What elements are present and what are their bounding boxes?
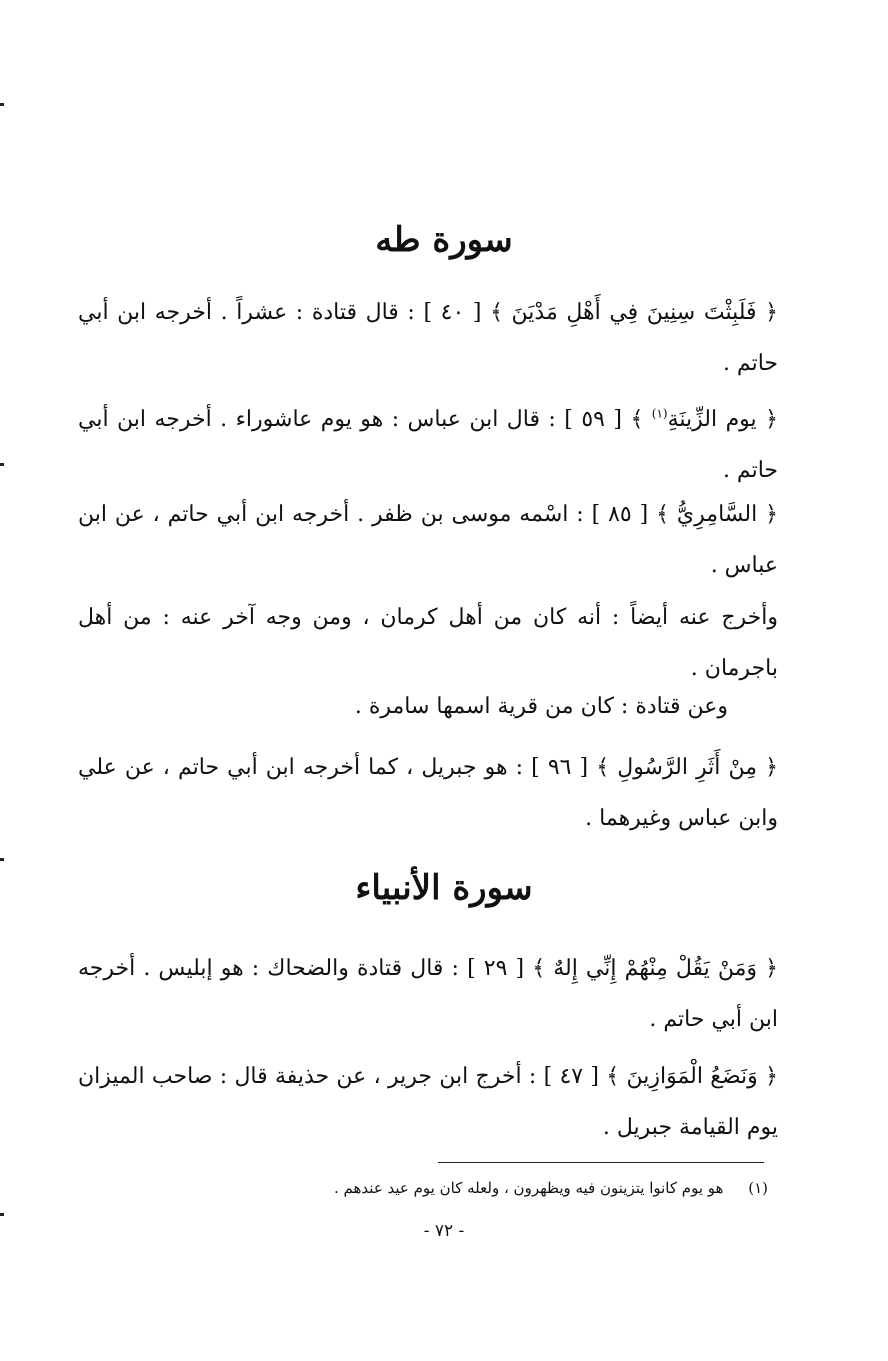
footnote-divider xyxy=(438,1162,764,1163)
entry-paragraph xyxy=(78,1051,778,1153)
quranic-verse: ﴿ وَمَنْ يَقُلْ مِنْهُمْ إِنِّي إِلهٌ ﴾ xyxy=(532,956,779,981)
margin-mark xyxy=(0,1213,4,1216)
margin-mark xyxy=(0,858,4,861)
verse-reference: [ ٢٩ ] xyxy=(467,956,525,981)
surah-title-taha: سورة طه xyxy=(375,220,513,260)
quranic-verse: ﴿ مِنْ أَثَرِ الرَّسُولِ ﴾ xyxy=(596,755,778,780)
footnote-number: (١) xyxy=(748,1179,768,1197)
quranic-verse: ﴿ وَنَضَعُ الْمَوَازِينَ ﴾ xyxy=(606,1064,778,1089)
quranic-verse: ﴿ يوم الزِّينَةِ$^{(١)}$ ﴾ xyxy=(630,406,779,432)
commentary-text: : هو جبريل ، كما أخرجه ابن أبي حاتم ، عن علي وابن عباس وغيرهما . xyxy=(78,755,778,831)
entry-paragraph: وعن قتادة : كان من قرية اسمها سامرة . xyxy=(354,694,728,719)
verse-reference: [ ٤٠ ] xyxy=(423,300,482,325)
footnote-reference: (١) xyxy=(651,406,668,421)
commentary-text: : قال قتادة : عشراً . أخرجه ابن أبي حاتم . xyxy=(78,300,778,376)
quranic-verse: ﴿ فَلَبِثْتَ سِنِينَ فِي أَهْلِ مَدْيَنَ ﴾ xyxy=(490,300,779,325)
verse-reference: [ ٩٦ ] xyxy=(531,755,589,780)
verse-reference: [ ٨٥ ] xyxy=(591,502,649,527)
quranic-verse: ﴿ السَّامِرِيُّ ﴾ xyxy=(656,502,779,527)
entry-paragraph xyxy=(78,394,778,496)
commentary-text: : قال قتادة والضحاك : هو إبليس . أخرجه ابن أبي حاتم . xyxy=(78,956,778,1032)
page-number: - ٧٢ - xyxy=(423,1221,465,1241)
entry-paragraph xyxy=(78,489,778,591)
commentary-text: : أخرج ابن جرير ، عن حذيفة قال : صاحب الميزان يوم القيامة جبريل . xyxy=(78,1064,778,1140)
footnote xyxy=(240,1176,768,1200)
entry-paragraph: وأخرج عنه أيضاً : أنه كان من أهل كرمان ، ومن وجه آخر عنه : من أهل باجرمان . xyxy=(78,605,778,681)
commentary-text: : قال ابن عباس : هو يوم عاشوراء . أخرجه ابن أبي حاتم . xyxy=(78,407,778,483)
margin-mark xyxy=(0,463,4,466)
margin-mark xyxy=(0,103,4,106)
entry-paragraph xyxy=(78,287,778,389)
verse-reference: [ ٥٩ ] xyxy=(564,407,622,432)
verse-reference: [ ٤٧ ] xyxy=(543,1064,599,1089)
footnote-text: هو يوم كانوا يتزينون فيه ويظهرون ، ولعله كان يوم عيد عندهم . xyxy=(333,1179,724,1197)
entry-paragraph xyxy=(78,742,778,844)
commentary-text: : اسْمه موسى بن ظفر . أخرجه ابن أبي حاتم ، عن ابن عباس . xyxy=(78,502,778,578)
entry-paragraph xyxy=(78,943,778,1045)
surah-title-anbiya: سورة الأنبياء xyxy=(355,868,533,908)
